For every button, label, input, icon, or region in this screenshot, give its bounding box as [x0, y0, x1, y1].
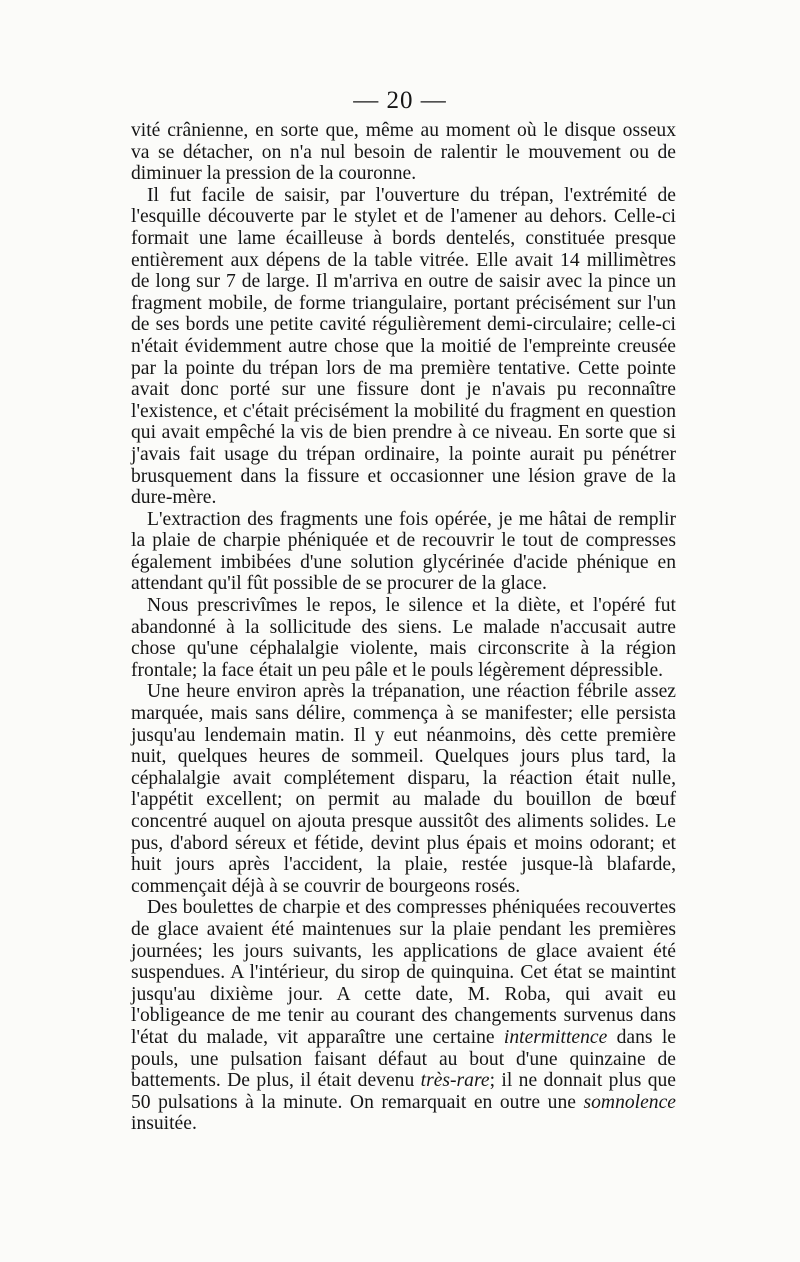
text-run: Des boulettes de charpie et des compresses phéniquées recouvertes de glace avaient été maintenues sur la plaie pendant les premières journées; les jours suivants, les applications de glace avaient été suspendues. A l'intérieur, du sirop de quinquina. Cet état se maintint jusqu'au dixième jour. A cette date, M. Roba, qui avait eu l'obligeance de me tenir au courant des changements survenus dans l'état du malade, vit apparaître une certaine: [131, 897, 676, 1048]
italic-term: intermittence: [503, 1026, 608, 1048]
paragraph: [131, 681, 676, 897]
paragraph: [131, 595, 676, 681]
italic-term: très-rare: [420, 1070, 490, 1092]
paragraph: [131, 120, 676, 185]
paragraph: [131, 509, 676, 595]
text-run: L'extraction des fragments une fois opérée, je me hâtai de remplir la plaie de charpie phéniquée et de recouvrir le tout de compresses également imbibées d'une solution glycérinée d'acide phénique en attendant qu'il fût possible de se procurer de la glace.: [131, 508, 676, 595]
text-run: insuitée.: [131, 1113, 197, 1135]
body-text: [131, 120, 676, 1135]
text-run: Il fut facile de saisir, par l'ouverture du trépan, l'extrémité de l'esquille découverte par le stylet et de l'amener au dehors. Celle-ci formait une lame écailleuse à bords dentelés, constituée presque entièrement aux dépens de la table vitrée. Elle avait 14 millimètres de long sur 7 de large. Il m'arriva en outre de saisir avec la pince un fragment mobile, de forme triangulaire, portant précisément sur l'un de ses bords une petite cavité régulièrement demi-circulaire; celle-ci n'était évidemment autre chose que la moitié de l'empreinte creusée par la pointe du trépan lors de ma première tentative. Cette pointe avait donc porté sur une fissure dont je n'avais pu reconnaître l'existence, et c'était précisément la mobilité du fragment en question qui avait empêché la vis de bien prendre à ce niveau. En sorte que si j'avais fait usage du trépan ordinaire, la pointe aurait pu pénétrer brusquement dans la fissure et occasionner une lésion grave de la dure-mère.: [131, 184, 676, 509]
paragraph: [131, 185, 676, 509]
paragraph: [131, 897, 676, 1135]
text-run: dans le pouls, une pulsation faisant défaut au bout d'une quinzaine de battements. De plus, il était devenu: [131, 1026, 676, 1092]
italic-term: somnolence: [583, 1091, 676, 1113]
text-run: Nous prescrivîmes le repos, le silence et la diète, et l'opéré fut abandonné à la sollicitude des siens. Le malade n'accusait autre chose qu'une céphalalgie violente, mais circonscrite à la région frontale; la face était un peu pâle et le pouls légèrement dépressible.: [131, 595, 676, 681]
text-run: vité crânienne, en sorte que, même au moment où le disque osseux va se détacher, on n'a nul besoin de ralentir le mouvement ou de diminuer la pression de la couronne.: [131, 120, 676, 185]
page-number: — 20 —: [353, 87, 447, 114]
text-run: Une heure environ après la trépanation, une réaction fébrile assez marquée, mais sans délire, commença à se manifester; elle persista jusqu'au lendemain matin. Il y eut néanmoins, dès cette première nuit, quelques heures de sommeil. Quelques jours plus tard, la céphalalgie avait complétement disparu, la réaction était nulle, l'appétit excellent; on permit au malade du bouillon de bœuf concentré auquel on ajouta presque aussitôt des aliments solides. Le pus, d'abord séreux et fétide, devint plus épais et moins odorant; et huit jours après l'accident, la plaie, restée jusque-là blafarde, commençait déjà à se couvrir de bourgeons rosés.: [131, 681, 676, 897]
text-run: ; il ne donnait plus que 50 pulsations à la minute. On remarquait en outre une: [131, 1070, 676, 1113]
